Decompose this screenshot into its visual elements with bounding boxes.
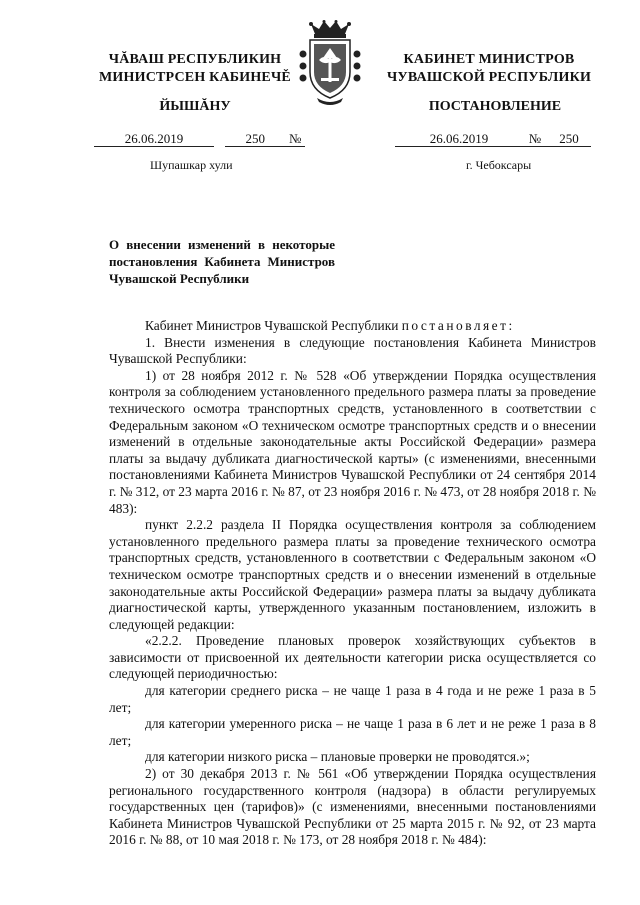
header-left	[70, 51, 320, 87]
document-body	[109, 318, 596, 849]
intro-resolves: постановляет:	[401, 318, 515, 333]
reg-right-number: 250	[547, 132, 591, 147]
paragraph-7: для категории низкого риска – плановые проверки не проводятся.»;	[145, 749, 530, 765]
header-left-doc-type: ЙЫШĂНУ	[159, 99, 231, 114]
reg-right-date: 26.06.2019	[395, 132, 523, 147]
place-left: Шупашкар хули	[150, 158, 233, 172]
header-right-line1: КАБИНЕТ МИНИСТРОВ	[403, 52, 575, 67]
header-left-line2: МИНИСТРСЕН КАБИНЕЧĚ	[99, 70, 291, 85]
place-right: г. Чебоксары	[466, 158, 532, 172]
document-subject: О внесении изменений в некоторые постановления Кабинета Министров Чувашской Республики	[109, 237, 335, 286]
registration-left	[94, 131, 305, 147]
intro-lead: Кабинет Министров Чувашской Республики	[145, 318, 399, 333]
reg-left-number-sign: №	[285, 132, 305, 147]
header-right	[364, 51, 614, 87]
header-right-line2: ЧУВАШСКОЙ РЕСПУБЛИКИ	[386, 70, 592, 85]
reg-left-date: 26.06.2019	[94, 132, 214, 147]
intro-paragraph	[109, 318, 596, 335]
paragraph-2: 1) от 28 ноября 2012 г. № 528 «Об утверждении Порядка осуществления контроля за соблюдением установленного предельного размера платы за проведение технического осмотра транспортных средств, установленного в соответствии с Федеральным законом «О техническом осмотре транспортных средств и о внесении изменений в отдельные законодательные акты Российской Федерации» размера платы за выдачу дубликата диагностической карты» (с изменениями, внесенными постановлениями Кабинета Министров Чувашской Республики от 24 сентября 2014 г. № 312, от 23 марта 2016 г. № 87, от 23 ноября 2016 г. № 473, от 28 ноября 2018 г. № 483):	[109, 367, 596, 516]
paragraph-4: «2.2.2. Проведение плановых проверок хозяйствующих субъектов в зависимости от присвоенной их деятельности категории риска осуществляется со следующей периодичностью:	[109, 633, 596, 682]
paragraph-6: для категории умеренного риска – не чаще 1 раза в 6 лет и не реже 1 раза в 8 лет;	[109, 716, 596, 748]
paragraph-8: 2) от 30 декабря 2013 г. № 561 «Об утверждении Порядка осуществления регионального государственного контроля (надзора) в области регулируемых государственных цен (тарифов)» (с изменениями, внесенными постановлениями Кабинета Министров Чувашской Республики от 25 марта 2015 г. № 92, от 23 марта 2016 г. № 88, от 10 мая 2018 г. № 173, от 28 ноября 2018 г. № 484):	[109, 766, 596, 848]
header-left-line1: ЧĂВАШ РЕСПУБЛИКИН	[108, 52, 282, 67]
paragraph-3: пункт 2.2.2 раздела II Порядка осуществления контроля за соблюдением установленного предельного размера платы за проведение технического осмотра транспортных средств, установленного в соответствии с Федеральным законом «О техническом осмотре транспортных средств и о внесении изменений в отдельные законодательные акты Российской Федерации» размера платы за выдачу дубликата диагностической карты, утвержденного указанным постановлением, изложить в следующей редакции:	[109, 517, 596, 632]
paragraph-1: 1. Внести изменения в следующие постановления Кабинета Министров Чувашской Республики:	[109, 334, 596, 367]
header-right-doc-type: ПОСТАНОВЛЕНИЕ	[428, 99, 562, 114]
chuvash-republic-emblem-icon	[297, 20, 363, 106]
paragraph-5: для категории среднего риска – не чаще 1 раза в 4 года и не реже 1 раза в 5 лет;	[109, 683, 596, 715]
registration-right	[395, 131, 591, 147]
reg-left-number: 250	[225, 132, 285, 147]
reg-right-number-sign: №	[523, 132, 547, 147]
